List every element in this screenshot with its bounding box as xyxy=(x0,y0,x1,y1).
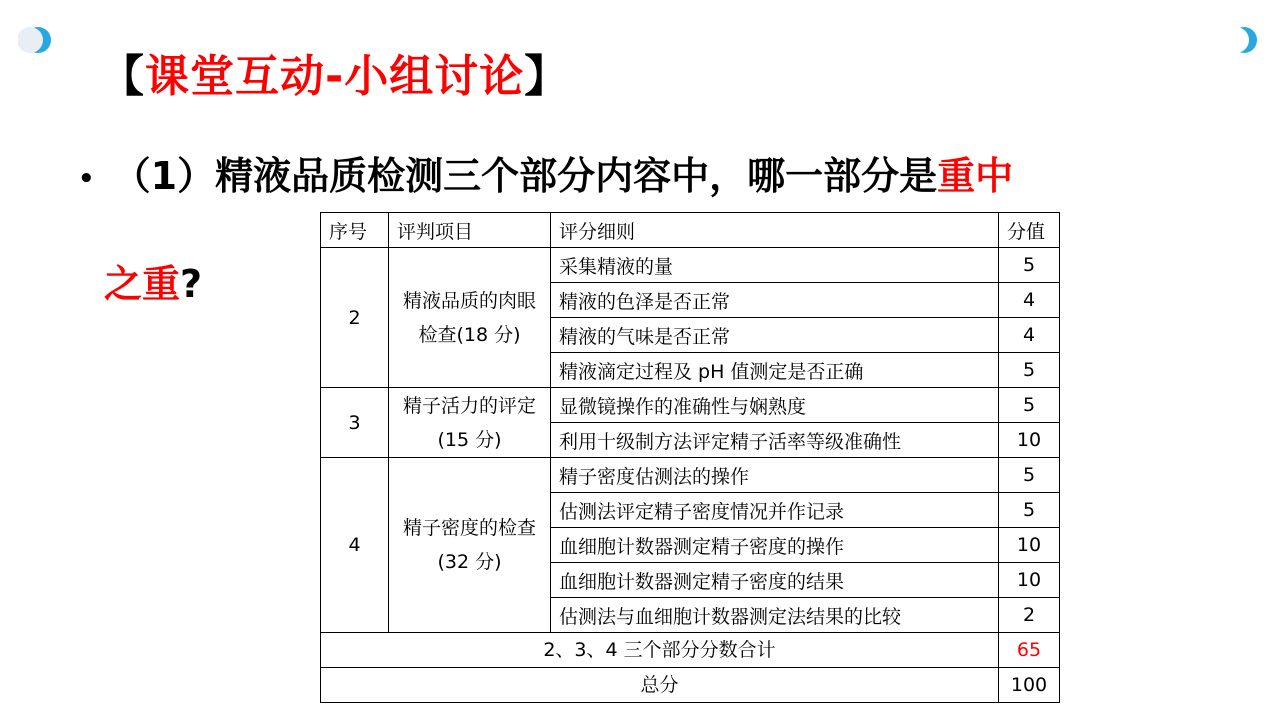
question-highlight: 重中 xyxy=(937,154,1014,198)
score-cell: 5 xyxy=(999,248,1060,283)
rule-cell: 血细胞计数器测定精子密度的操作 xyxy=(551,528,999,563)
subtotal-row xyxy=(321,633,1060,668)
score-cell: 4 xyxy=(999,283,1060,318)
table-row xyxy=(321,388,1060,423)
score-cell: 10 xyxy=(999,528,1060,563)
rule-cell: 显微镜操作的准确性与娴熟度 xyxy=(551,388,999,423)
rule-cell: 估测法与血细胞计数器测定法结果的比较 xyxy=(551,598,999,633)
table-row xyxy=(321,458,1060,493)
table-row xyxy=(321,248,1060,283)
total-label: 总分 xyxy=(321,668,999,703)
group-no: 4 xyxy=(321,458,389,633)
discussion-question: • （1）精液品质检测三个部分内容中，哪一部分是重中 之重? xyxy=(78,154,1014,306)
group-no: 3 xyxy=(321,388,389,458)
crescent-moon-icon xyxy=(1224,20,1264,60)
header-rule: 评分细则 xyxy=(551,213,999,248)
group-item: 精液品质的肉眼 检查(18 分) xyxy=(389,248,551,388)
question-highlight-cont: 之重 xyxy=(104,262,181,306)
group-item: 精子活力的评定 (15 分) xyxy=(389,388,551,458)
rule-cell: 采集精液的量 xyxy=(551,248,999,283)
rule-cell: 精液的色泽是否正常 xyxy=(551,283,999,318)
rule-cell: 血细胞计数器测定精子密度的结果 xyxy=(551,563,999,598)
total-row xyxy=(321,668,1060,703)
group-item: 精子密度的检查 (32 分) xyxy=(389,458,551,633)
rule-cell: 精子密度估测法的操作 xyxy=(551,458,999,493)
score-cell: 2 xyxy=(999,598,1060,633)
group-no: 2 xyxy=(321,248,389,388)
slide-title: 【课堂互动-小组讨论】 xyxy=(100,51,570,102)
rule-cell: 利用十级制方法评定精子活率等级准确性 xyxy=(551,423,999,458)
scoring-table xyxy=(320,212,1060,703)
bullet-icon: • xyxy=(78,163,95,194)
rule-cell: 估测法评定精子密度情况并作记录 xyxy=(551,493,999,528)
total-value: 100 xyxy=(999,668,1060,703)
score-cell: 10 xyxy=(999,563,1060,598)
score-cell: 10 xyxy=(999,423,1060,458)
score-cell: 5 xyxy=(999,458,1060,493)
crescent-moon-icon xyxy=(18,20,58,60)
rule-cell: 精液滴定过程及 pH 值测定是否正确 xyxy=(551,353,999,388)
slide-title-text: 课堂互动-小组讨论 xyxy=(145,51,525,102)
subtotal-value: 65 xyxy=(999,633,1060,668)
header-item: 评判项目 xyxy=(389,213,551,248)
question-text: （1）精液品质检测三个部分内容中，哪一部分是 xyxy=(112,154,938,198)
score-cell: 4 xyxy=(999,318,1060,353)
header-no: 序号 xyxy=(321,213,389,248)
score-cell: 5 xyxy=(999,353,1060,388)
header-score: 分值 xyxy=(999,213,1060,248)
table-header-row xyxy=(321,213,1060,248)
score-cell: 5 xyxy=(999,493,1060,528)
subtotal-label: 2、3、4 三个部分分数合计 xyxy=(321,633,999,668)
score-cell: 5 xyxy=(999,388,1060,423)
rule-cell: 精液的气味是否正常 xyxy=(551,318,999,353)
